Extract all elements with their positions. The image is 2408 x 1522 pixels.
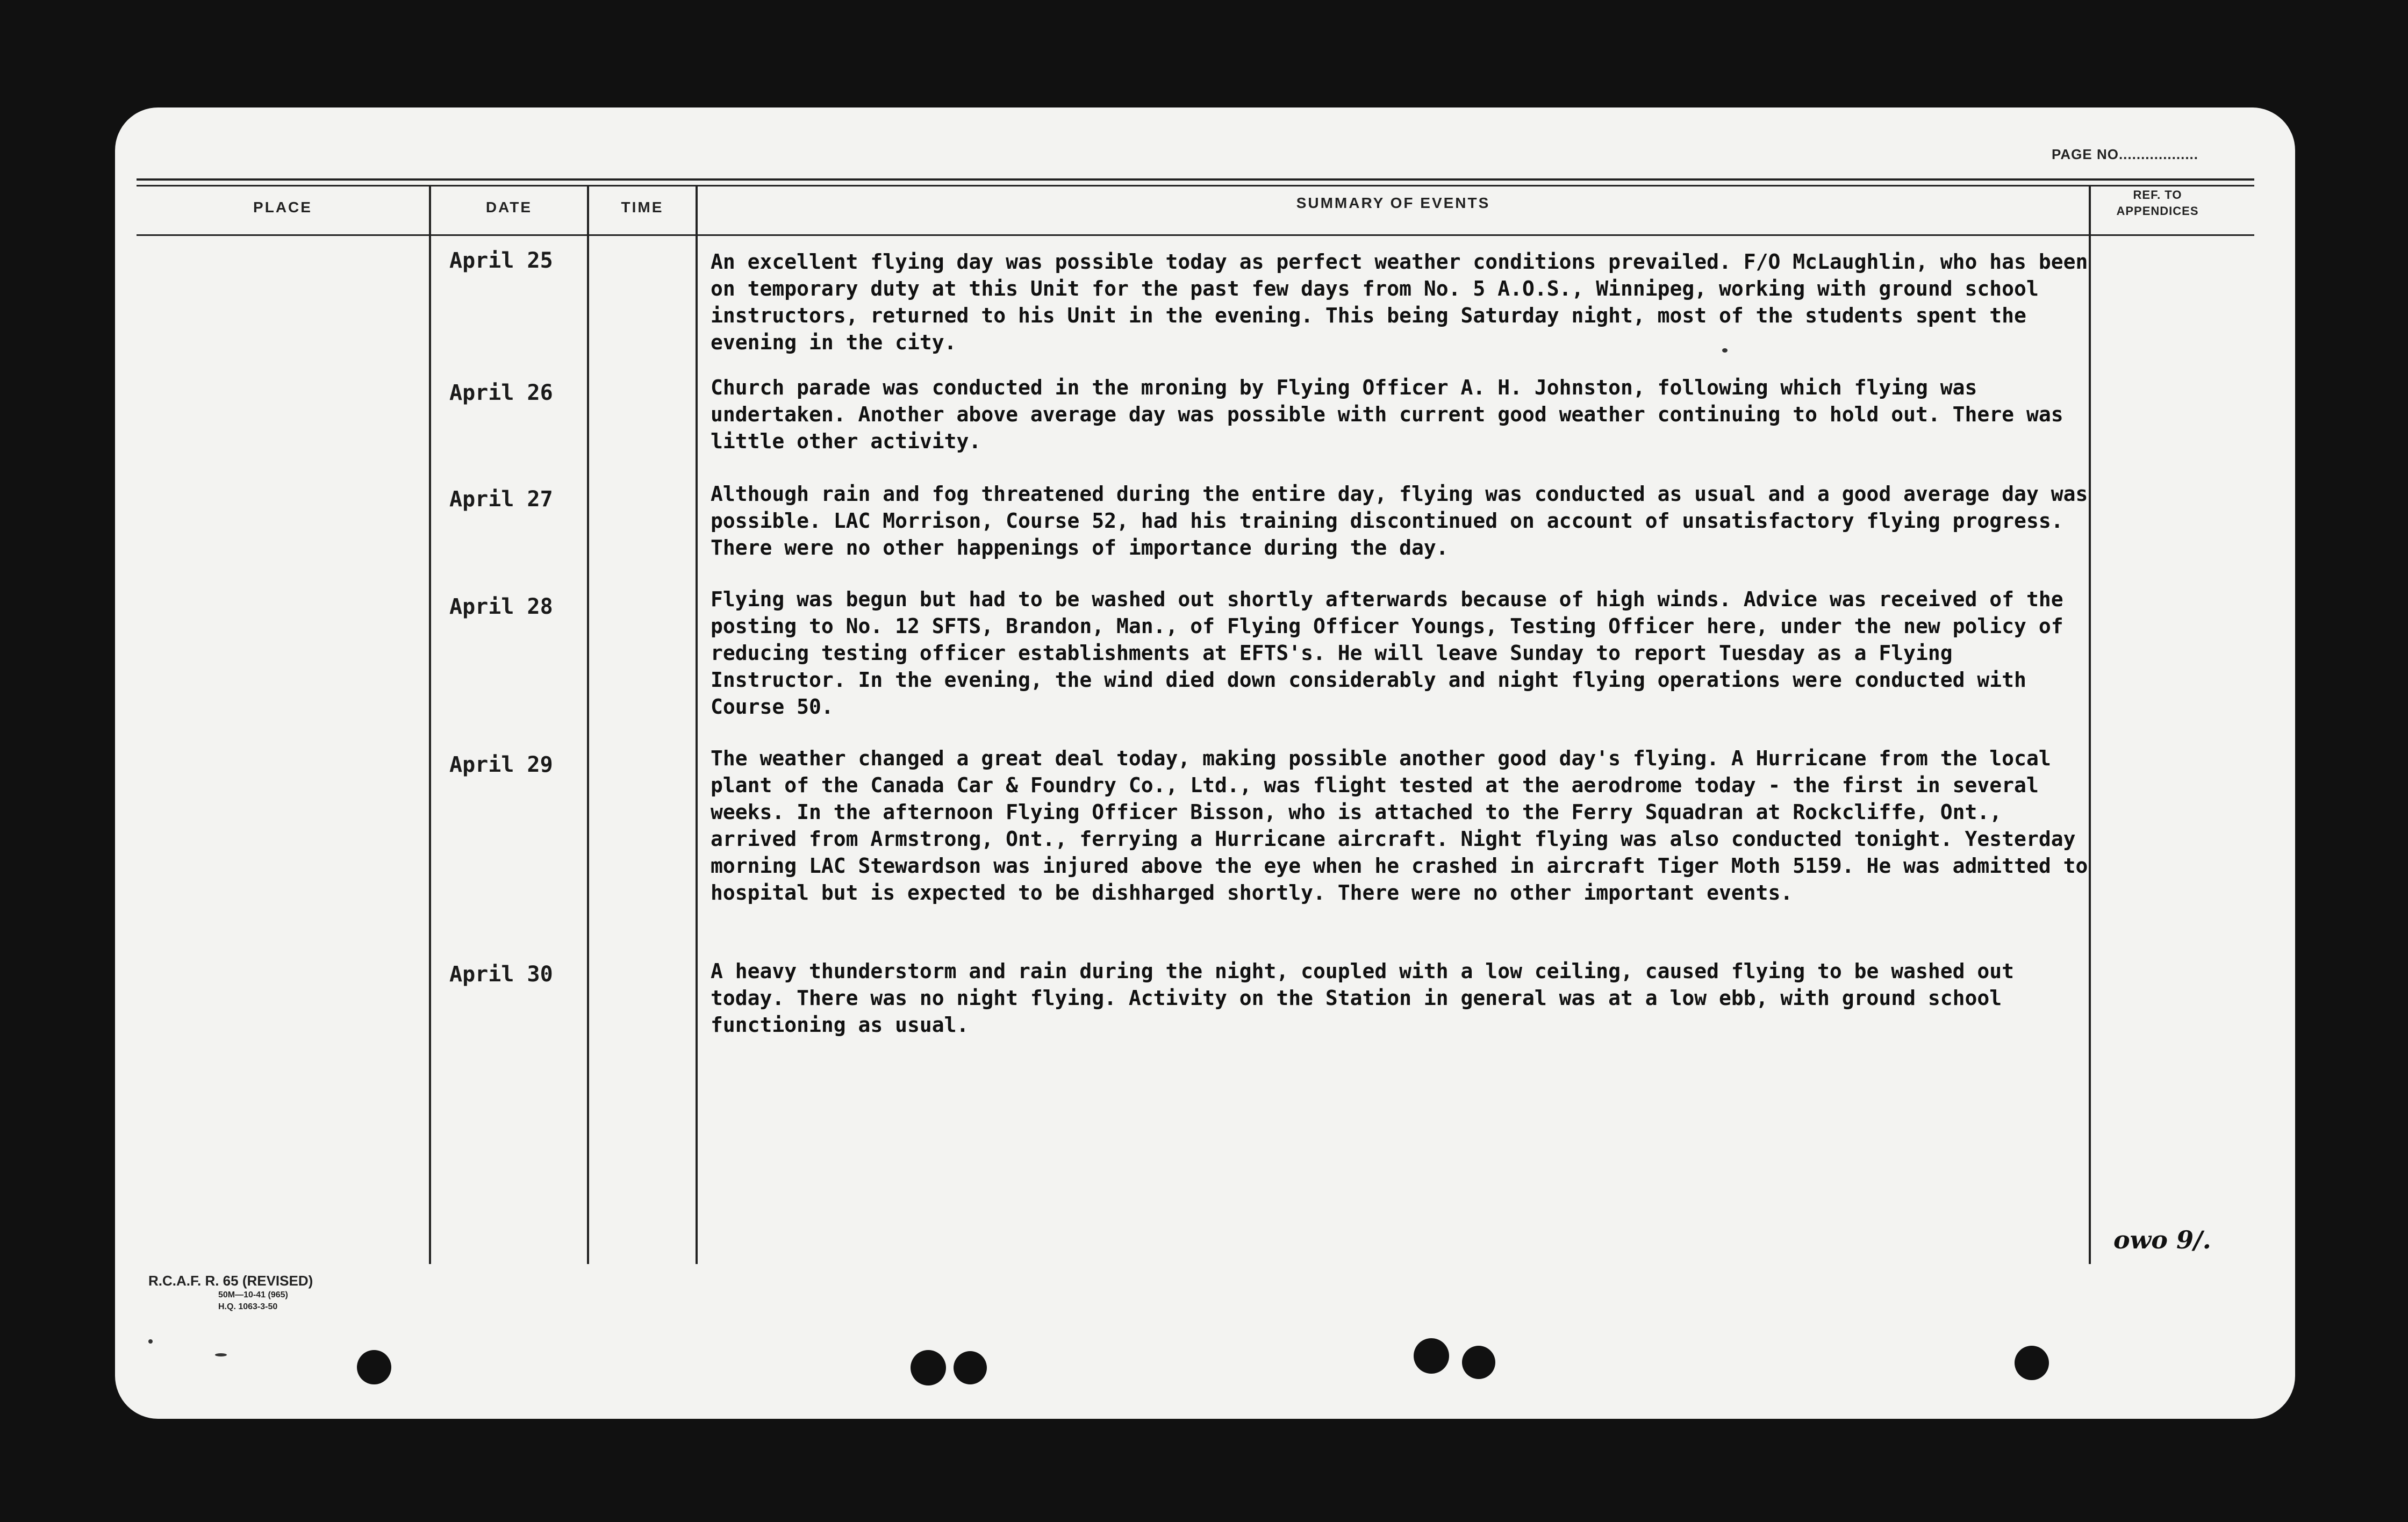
time-summary-divider xyxy=(696,186,698,1264)
top-rule-2 xyxy=(137,185,2254,186)
entry-text-april-27: Although rain and fog threatened during the entire day, flying was conducted as usual and a good average day was possible. LAC Morrison, Course 52, had his training discontinued on account of unsatisfactory flying progress. There were no other happenings of importance during the day. xyxy=(711,482,2088,559)
entry-date-april-26: April 26 xyxy=(449,380,553,405)
entry-text-april-30: A heavy thunderstorm and rain during the night, coupled with a low ceiling, caused flying to be washed out today. There was no night flying. Activity on the Station in general was at a low ebb, with ground school functioning as usual. xyxy=(711,959,2015,1037)
header-rule xyxy=(137,234,2254,236)
entry-date-april-29: April 29 xyxy=(449,752,553,777)
binder-hole xyxy=(1414,1338,1449,1374)
entry-date-april-27: April 27 xyxy=(449,487,553,512)
place-date-divider xyxy=(429,186,431,1264)
ref-appendices-header: REF. TO APPENDICES xyxy=(2116,188,2199,218)
diary-sheet xyxy=(115,107,2295,1419)
dust-speck xyxy=(148,1339,153,1344)
binder-hole xyxy=(357,1350,391,1384)
page-number-label: PAGE NO.................. xyxy=(2051,146,2198,162)
entry-date-april-25: April 25 xyxy=(449,248,553,273)
binder-hole xyxy=(2015,1346,2049,1380)
date-header: DATE xyxy=(485,199,533,216)
binder-hole xyxy=(1462,1346,1495,1379)
form-identifier xyxy=(148,1273,313,1313)
place-header: PLACE xyxy=(253,199,312,216)
binder-hole xyxy=(911,1350,946,1385)
entry-text-april-26: Church parade was conducted in the mroning by Flying Officer A. H. Johnston, following which flying was undertaken. Another above average day was possible with current good weather continuing to hold out. There was little other activity. xyxy=(711,376,2063,453)
top-rule-1 xyxy=(137,178,2254,181)
binder-hole xyxy=(954,1351,987,1384)
summary-header: SUMMARY OF EVENTS xyxy=(1296,195,1490,211)
entry-text-april-28: Flying was begun but had to be washed out shortly afterwards because of high winds. Advice was received of the posting to No. 12 SFTS, Brandon, Man., of Flying Officer Youngs, Testing Officer here, under the new policy of reducing testing officer establishments at EFTS's. He will leave Sunday to report Tuesday as a Flying Instructor. In the evening, the wind died down considerably and night flying operations were conducted with Course 50. xyxy=(711,587,2063,719)
dust-speck xyxy=(215,1353,227,1356)
date-time-divider xyxy=(587,186,589,1264)
dust-speck xyxy=(1722,348,1728,353)
form-id-line2: H.Q. 1063-3-50 xyxy=(218,1302,278,1311)
entry-date-april-30: April 30 xyxy=(449,962,553,987)
form-id-line1: 50M—10-41 (965) xyxy=(218,1290,288,1300)
time-header: TIME xyxy=(621,199,664,216)
entry-text-april-25: An excellent flying day was possible today as perfect weather conditions prevailed. F/O McLaughlin, who has been on temporary duty at this Unit for the past few days from No. 5 A.O.S., Winnipeg, working with ground school instructors, returned to his Unit in the evening. This being Saturday night, most of the students spent the evening in the city. xyxy=(711,250,2088,354)
form-id-title: R.C.A.F. R. 65 (REVISED) xyxy=(148,1273,313,1289)
entry-text-april-29: The weather changed a great deal today, making possible another good day's flying. A Hurricane from the local plant of the Canada Car & Foundry Co., Ltd., was flight tested at the aerodrome today - the first in several weeks. In the afternoon Flying Officer Bisson, who is attached to the Ferry Squadran at Rockcliffe, Ont., arrived from Armstrong, Ont., ferrying a Hurricane aircraft. Night flying was also conducted tonight. Yesterday morning LAC Stewardson was injured above the eye when he crashed in aircraft Tiger Moth 5159. He was admitted to hospital but is expected to be dishharged shortly. There were no other important events. xyxy=(711,746,2088,904)
initials-signature: owo 9/. xyxy=(2113,1225,2211,1254)
entry-date-april-28: April 28 xyxy=(449,594,553,619)
